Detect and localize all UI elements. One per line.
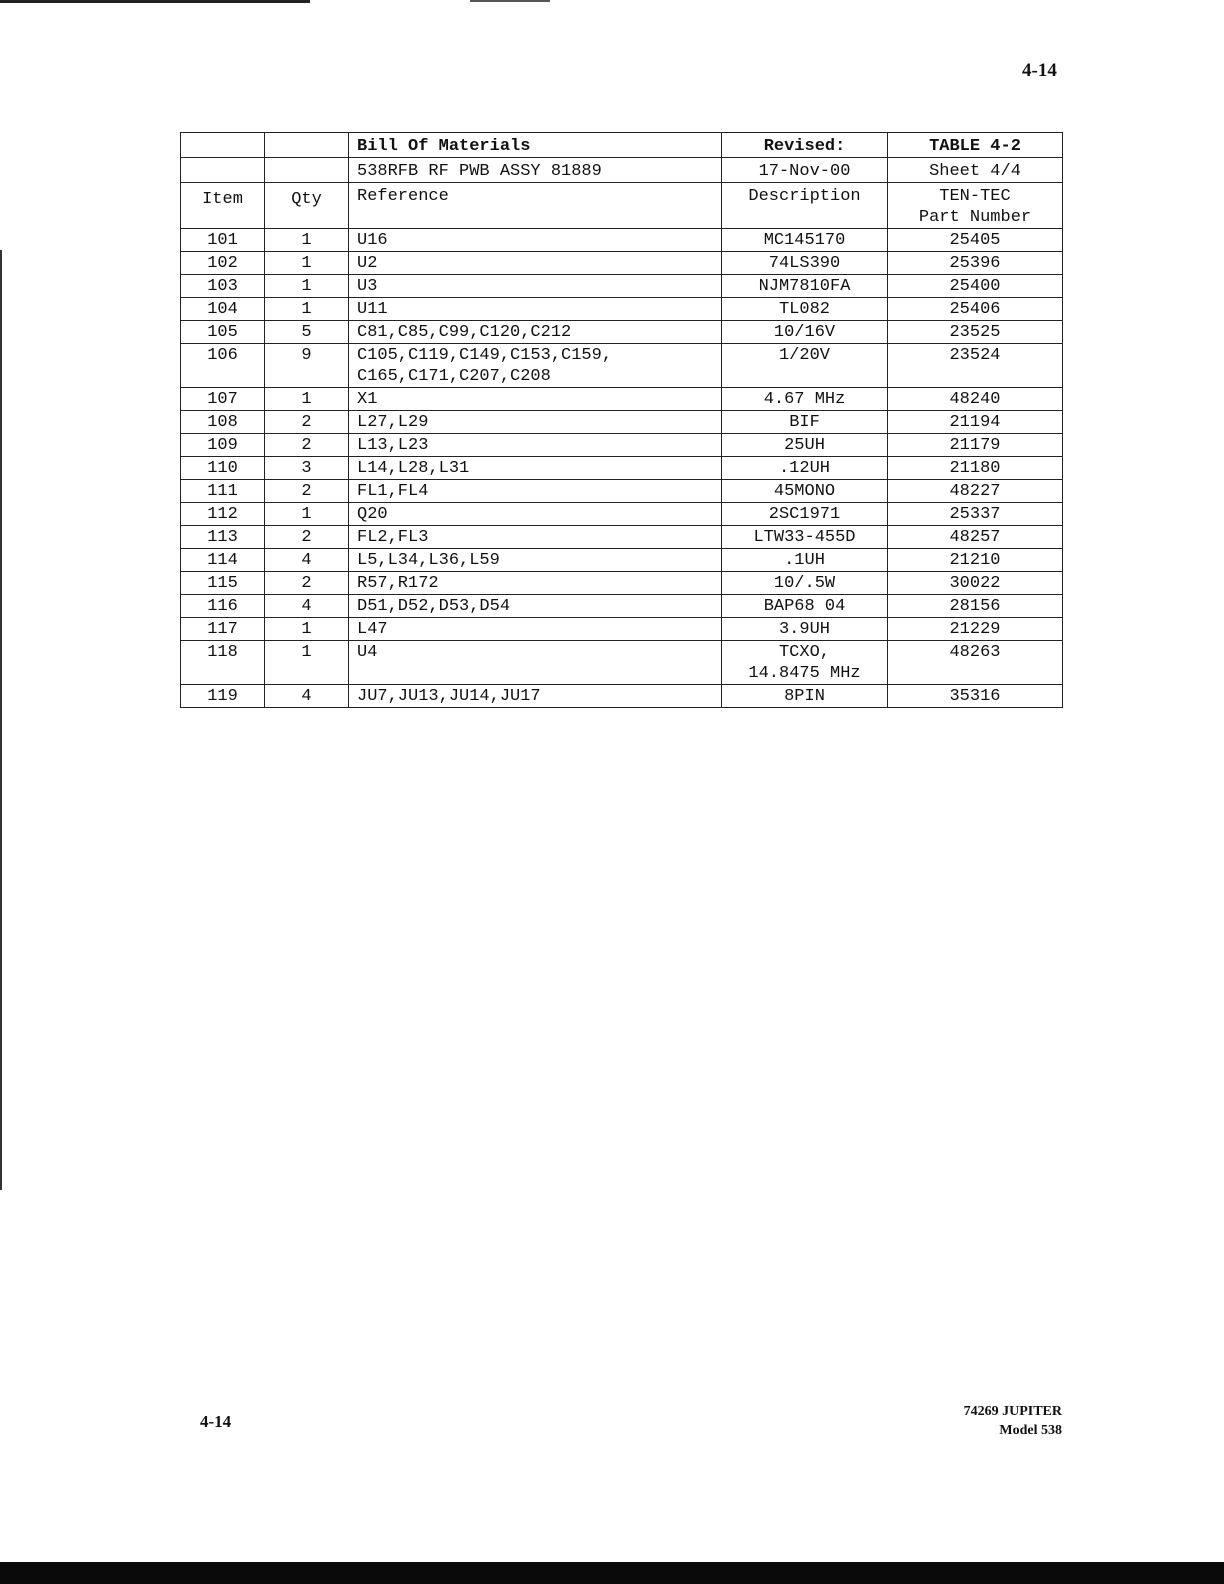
table-row xyxy=(181,549,1063,572)
reference-line: C105,C119,C149,C153,C159, xyxy=(357,346,613,365)
qty-cell: 2 xyxy=(265,434,349,457)
description-line: NJM7810FA xyxy=(758,277,851,296)
page-number-bottom: 4-14 xyxy=(200,1412,232,1431)
column-header-qty: Qty xyxy=(265,183,349,229)
revision-date: 17-Nov-00 xyxy=(722,158,888,183)
reference-line: C165,C171,C207,C208 xyxy=(357,367,551,386)
item-cell: 108 xyxy=(181,411,265,434)
table-row xyxy=(181,457,1063,480)
description-cell xyxy=(722,480,888,503)
description-line: 2SC1971 xyxy=(768,505,841,524)
description-line: 74LS390 xyxy=(768,254,841,273)
description-line: .12UH xyxy=(778,459,830,478)
reference-cell xyxy=(349,434,722,457)
description-cell xyxy=(722,344,888,388)
qty-cell: 2 xyxy=(265,572,349,595)
part-number-cell: 25400 xyxy=(888,275,1063,298)
scan-edge-top-fragment xyxy=(470,0,550,2)
description-line: 10/.5W xyxy=(773,574,836,593)
item-cell: 112 xyxy=(181,503,265,526)
part-number-cell: 21179 xyxy=(888,434,1063,457)
description-line: BIF xyxy=(789,413,820,432)
column-header-description: Description xyxy=(722,183,888,229)
table-row xyxy=(181,641,1063,685)
scan-edge-left xyxy=(0,250,2,1190)
description-line: TCXO, xyxy=(778,643,830,662)
reference-line: FL2,FL3 xyxy=(357,528,429,547)
reference-line: Q20 xyxy=(357,505,388,524)
qty-cell: 1 xyxy=(265,618,349,641)
reference-cell xyxy=(349,641,722,685)
qty-cell: 1 xyxy=(265,252,349,275)
description-cell xyxy=(722,526,888,549)
description-line: 4.67 MHz xyxy=(763,390,846,409)
part-number-cell: 28156 xyxy=(888,595,1063,618)
reference-line: C81,C85,C99,C120,C212 xyxy=(357,323,572,342)
part-number-cell: 48263 xyxy=(888,641,1063,685)
description-line: 25UH xyxy=(784,436,825,455)
reference-cell xyxy=(349,411,722,434)
part-number-cell: 48227 xyxy=(888,480,1063,503)
blank-cell xyxy=(181,158,265,183)
qty-cell: 1 xyxy=(265,275,349,298)
blank-cell xyxy=(265,133,349,158)
part-number-cell: 30022 xyxy=(888,572,1063,595)
table-row xyxy=(181,344,1063,388)
sheet-number: Sheet 4/4 xyxy=(888,158,1063,183)
description-cell xyxy=(722,503,888,526)
description-cell xyxy=(722,321,888,344)
reference-line: U11 xyxy=(357,300,388,319)
description-cell xyxy=(722,298,888,321)
table-row xyxy=(181,229,1063,252)
description-cell xyxy=(722,685,888,708)
qty-cell: 1 xyxy=(265,229,349,252)
header-row-title xyxy=(181,133,1063,158)
description-cell xyxy=(722,229,888,252)
description-line: 14.8475 MHz xyxy=(748,664,861,683)
item-cell: 102 xyxy=(181,252,265,275)
qty-cell: 1 xyxy=(265,641,349,685)
table-row xyxy=(181,480,1063,503)
part-number-cell: 23524 xyxy=(888,344,1063,388)
item-cell: 110 xyxy=(181,457,265,480)
item-cell: 119 xyxy=(181,685,265,708)
reference-cell xyxy=(349,572,722,595)
page-number-top: 4-14 xyxy=(1022,60,1057,81)
table-row xyxy=(181,388,1063,411)
qty-cell: 4 xyxy=(265,595,349,618)
table-row xyxy=(181,503,1063,526)
table-row xyxy=(181,685,1063,708)
table-row xyxy=(181,275,1063,298)
table-row xyxy=(181,434,1063,457)
reference-cell xyxy=(349,388,722,411)
description-cell xyxy=(722,549,888,572)
item-cell: 111 xyxy=(181,480,265,503)
description-line: 1/20V xyxy=(778,346,830,365)
description-line: 45MONO xyxy=(773,482,836,501)
description-cell xyxy=(722,434,888,457)
part-number-cell: 48240 xyxy=(888,388,1063,411)
description-cell xyxy=(722,275,888,298)
item-cell: 113 xyxy=(181,526,265,549)
part-number-cell: 21180 xyxy=(888,457,1063,480)
description-line: 3.9UH xyxy=(778,620,830,639)
reference-line: L47 xyxy=(357,620,388,639)
reference-line: U4 xyxy=(357,643,378,662)
reference-cell xyxy=(349,503,722,526)
item-cell: 105 xyxy=(181,321,265,344)
reference-line: L27,L29 xyxy=(357,413,429,432)
part-number-header-line-1: TEN-TEC xyxy=(939,187,1011,206)
item-cell: 104 xyxy=(181,298,265,321)
bom-rows xyxy=(181,229,1063,708)
description-line: MC145170 xyxy=(763,231,846,250)
reference-cell xyxy=(349,595,722,618)
reference-cell xyxy=(349,526,722,549)
reference-line: D51,D52,D53,D54 xyxy=(357,597,511,616)
table-row xyxy=(181,595,1063,618)
footer-model: Model 538 xyxy=(999,1423,1062,1438)
part-number-cell: 35316 xyxy=(888,685,1063,708)
column-header-item: Item xyxy=(181,183,265,229)
qty-cell: 2 xyxy=(265,526,349,549)
qty-cell: 2 xyxy=(265,411,349,434)
part-number-cell: 25405 xyxy=(888,229,1063,252)
item-cell: 115 xyxy=(181,572,265,595)
item-cell: 114 xyxy=(181,549,265,572)
item-cell: 101 xyxy=(181,229,265,252)
table-row xyxy=(181,298,1063,321)
part-number-cell: 23525 xyxy=(888,321,1063,344)
column-header-reference: Reference xyxy=(349,183,722,229)
description-line: BAP68 04 xyxy=(763,597,846,616)
description-cell xyxy=(722,641,888,685)
part-number-cell: 21194 xyxy=(888,411,1063,434)
reference-cell xyxy=(349,298,722,321)
part-number-header-line-2: Part Number xyxy=(918,208,1032,227)
description-cell xyxy=(722,388,888,411)
reference-line: U3 xyxy=(357,277,378,296)
reference-cell xyxy=(349,275,722,298)
reference-cell xyxy=(349,229,722,252)
reference-cell xyxy=(349,480,722,503)
blank-cell xyxy=(265,158,349,183)
description-line: .1UH xyxy=(784,551,825,570)
qty-cell: 9 xyxy=(265,344,349,388)
description-cell xyxy=(722,618,888,641)
description-cell xyxy=(722,595,888,618)
reference-cell xyxy=(349,618,722,641)
description-cell xyxy=(722,572,888,595)
item-cell: 107 xyxy=(181,388,265,411)
reference-cell xyxy=(349,252,722,275)
column-header-row xyxy=(181,183,1063,229)
description-line: TL082 xyxy=(778,300,830,319)
part-number-cell: 25337 xyxy=(888,503,1063,526)
reference-cell xyxy=(349,321,722,344)
reference-line: U2 xyxy=(357,254,378,273)
reference-line: L14,L28,L31 xyxy=(357,459,470,478)
description-cell xyxy=(722,252,888,275)
reference-cell xyxy=(349,549,722,572)
part-number-cell: 25406 xyxy=(888,298,1063,321)
blank-cell xyxy=(181,133,265,158)
item-cell: 103 xyxy=(181,275,265,298)
qty-cell: 4 xyxy=(265,685,349,708)
qty-cell: 1 xyxy=(265,388,349,411)
qty-cell: 3 xyxy=(265,457,349,480)
header-row-assembly xyxy=(181,158,1063,183)
table-row xyxy=(181,572,1063,595)
description-cell xyxy=(722,457,888,480)
qty-cell: 5 xyxy=(265,321,349,344)
reference-line: L5,L34,L36,L59 xyxy=(357,551,500,570)
footer-product: 74269 JUPITER xyxy=(963,1404,1062,1419)
reference-line: JU7,JU13,JU14,JU17 xyxy=(357,687,541,706)
qty-cell: 1 xyxy=(265,503,349,526)
table-row xyxy=(181,321,1063,344)
reference-cell xyxy=(349,344,722,388)
qty-cell: 1 xyxy=(265,298,349,321)
description-line: 8PIN xyxy=(784,687,825,706)
reference-line: R57,R172 xyxy=(357,574,439,593)
reference-line: FL1,FL4 xyxy=(357,482,429,501)
revised-label: Revised: xyxy=(722,133,888,158)
table-row xyxy=(181,526,1063,549)
table-row xyxy=(181,618,1063,641)
bom-title: Bill Of Materials xyxy=(349,133,722,158)
item-cell: 118 xyxy=(181,641,265,685)
item-cell: 109 xyxy=(181,434,265,457)
description-line: LTW33-455D xyxy=(753,528,856,547)
scan-edge-top xyxy=(0,0,310,3)
item-cell: 106 xyxy=(181,344,265,388)
reference-line: X1 xyxy=(357,390,378,409)
part-number-cell: 21229 xyxy=(888,618,1063,641)
reference-cell xyxy=(349,457,722,480)
part-number-cell: 25396 xyxy=(888,252,1063,275)
table-label: TABLE 4-2 xyxy=(888,133,1063,158)
table-row xyxy=(181,252,1063,275)
reference-line: L13,L23 xyxy=(357,436,429,455)
description-cell xyxy=(722,411,888,434)
part-number-cell: 48257 xyxy=(888,526,1063,549)
qty-cell: 4 xyxy=(265,549,349,572)
part-number-cell: 21210 xyxy=(888,549,1063,572)
table-row xyxy=(181,411,1063,434)
description-line: 10/16V xyxy=(773,323,836,342)
reference-line: U16 xyxy=(357,231,388,250)
assembly-name: 538RFB RF PWB ASSY 81889 xyxy=(349,158,722,183)
document-footer xyxy=(964,1402,1062,1440)
item-cell: 117 xyxy=(181,618,265,641)
bill-of-materials-table xyxy=(180,132,1063,708)
qty-cell: 2 xyxy=(265,480,349,503)
reference-cell xyxy=(349,685,722,708)
scan-edge-bottom xyxy=(0,1562,1224,1584)
item-cell: 116 xyxy=(181,595,265,618)
column-header-part-number xyxy=(888,183,1063,229)
